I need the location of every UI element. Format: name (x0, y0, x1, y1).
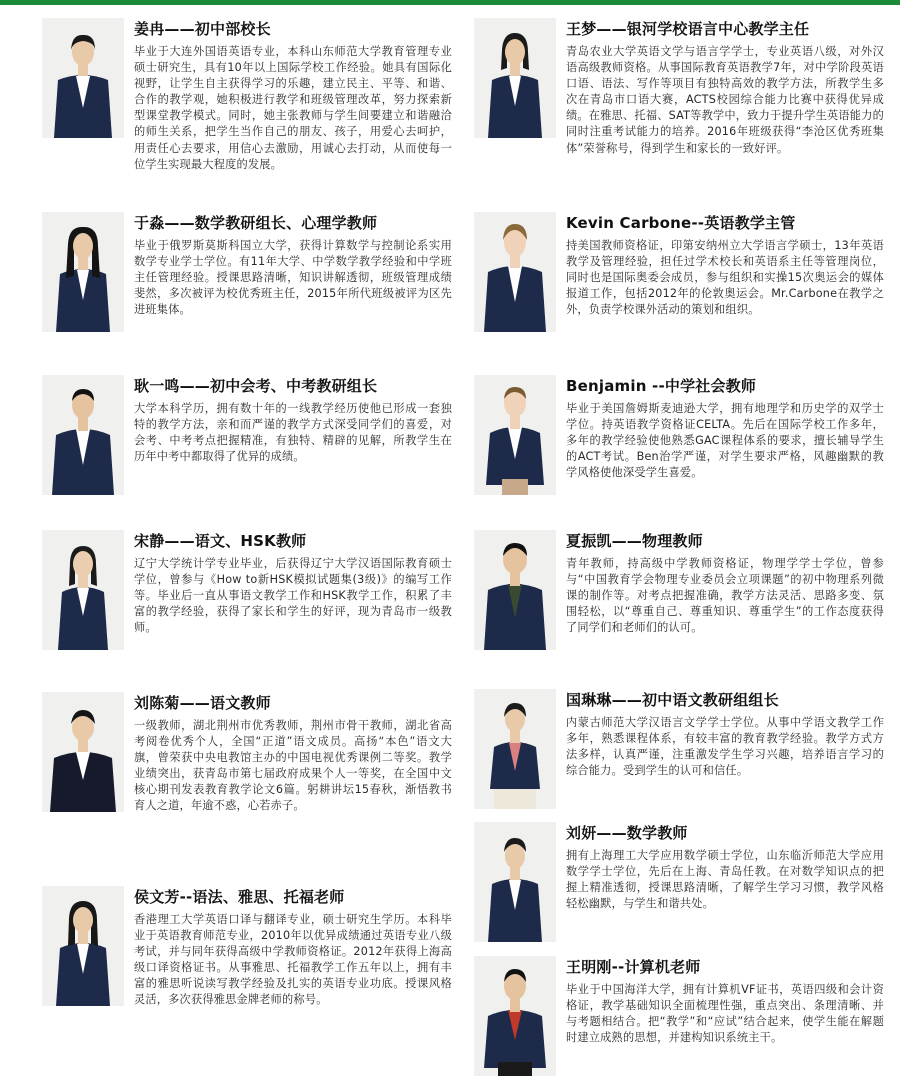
teacher-photo (474, 375, 556, 495)
portrait-icon (42, 886, 124, 1006)
teacher-photo (474, 530, 556, 650)
teacher-bio: 内蒙古师范大学汉语言文学学士学位。从事中学语文教学工作多年，熟悉课程体系，有较丰富的教育教学经验。教学方式方法多样，认真严谨，注重激发学生学习兴趣，培养语言学习的综合能力。受到学生的认可和信任。 (566, 716, 884, 778)
portrait-icon (42, 692, 124, 812)
portrait-icon (474, 822, 556, 942)
teacher-photo (474, 956, 556, 1076)
teacher-photo (42, 886, 124, 1006)
top-accent-bar (0, 0, 900, 5)
teacher-name: 侯文芳--语法、雅思、托福老师 (134, 888, 345, 906)
portrait-icon (474, 375, 556, 495)
teacher-name: 国琳琳——初中语文教研组组长 (566, 691, 779, 709)
portrait-icon (474, 530, 556, 650)
teacher-bio: 青年教师，持高级中学教师资格证，物理学学士学位，曾参与“中国教育学会物理专业委员会立项课题”的初中物理系列微课的制作等。对考点把握准确，教学方法灵活、思路多变、氛围轻松，以“尊重自己、尊重知识、尊重学生”的工作态度获得了同学们和老师们的认可。 (566, 557, 884, 635)
teacher-bio: 辽宁大学统计学专业毕业，后获得辽宁大学汉语国际教育硕士学位，曾参与《How to新HSK模拟试题集(3级)》的编写工作等。毕业后一直从事语文教学工作和HSK教学工作，积累了丰富的教学经验，获得了家长和学生的好评，现为青岛市一级教师。 (134, 557, 452, 635)
teacher-name: 耿一鸣——初中会考、中考教研组长 (134, 377, 378, 395)
teacher-photo (474, 689, 556, 809)
teacher-bio: 香港理工大学英语口译与翻译专业，硕士研究生学历。本科毕业于英语教育师范专业，2010年以优异成绩通过英语专业八级考试，并与同年获得高级中学教师资格证。2012年获得上海高级口译资格证书。从事雅思、托福教学工作五年以上，拥有丰富的雅思听说读写教学经验及扎实的英语专业功底。授课风格灵活，多次获得雅思金牌老师的称号。 (134, 913, 452, 1007)
teacher-name: Kevin Carbone--英语教学主管 (566, 214, 796, 232)
teacher-photo (42, 375, 124, 495)
portrait-icon (474, 18, 556, 138)
teacher-photo (474, 212, 556, 332)
teacher-name: 王梦——银河学校语言中心教学主任 (566, 20, 810, 38)
teacher-bio: 毕业于俄罗斯莫斯科国立大学，获得计算数学与控制论系实用数学专业学士学位。有11年大学、中学数学教学经验和中学班主任管理经验。授课思路清晰，知识讲解透彻，班级管理成绩斐然，多次被评为校优秀班主任，2015年所代班级被评为区先进班集体。 (134, 239, 452, 317)
teacher-photo (474, 822, 556, 942)
portrait-icon (42, 375, 124, 495)
teacher-name: 刘妍——数学教师 (566, 824, 688, 842)
teacher-photo (474, 18, 556, 138)
teacher-bio: 持美国教师资格证，印第安纳州立大学语言学硕士，13年英语教学及管理经验，担任过学术校长和英语系主任等管理岗位，同时也是国际奥委会成员，参与组织和实操15次奥运会的媒体报道工作，包括2012年的伦敦奥运会。Mr.Carbone在教学之外，负责学校课外活动的策划和组织。 (566, 239, 884, 317)
teacher-photo (42, 692, 124, 812)
teacher-name: 于淼——数学教研组长、心理学教师 (134, 214, 378, 232)
portrait-icon (474, 956, 556, 1076)
teacher-bio: 拥有上海理工大学应用数学硕士学位，山东临沂师范大学应用数学学士学位，先后在上海、青岛任教。在对数学知识点的把握上精准透彻，授课思路清晰，了解学生学习习惯，教学风格轻松幽默，与学生和谐共处。 (566, 849, 884, 911)
portrait-icon (42, 530, 124, 650)
teacher-bio: 大学本科学历，拥有数十年的一线教学经历使他已形成一套独特的教学方法，亲和而严谨的教学方式深受同学们的喜爱，对会考、中考考点把握精准，有独特、精辟的见解，所教学生在历年中考中都取得了优异的成绩。 (134, 402, 452, 464)
teacher-bio: 一级教师，湖北荆州市优秀教师，荆州市骨干教师，湖北省高考阅卷优秀个人，全国“正道”语文成员。高扬“本色”语文大旗，曾荣获中央电教馆主办的中国电视优秀课例二等奖。教学业绩突出，获青岛市第七届政府成果个人一等奖，在全国中文核心期刊发表教育教学论文6篇。躬耕讲坛15春秋，渐悟教书育人之道，年逾不惑，心若赤子。 (134, 719, 452, 813)
teacher-bio: 毕业于大连外国语英语专业，本科山东师范大学教育管理专业硕士研究生，具有10年以上国际学校工作经验。她具有国际化视野，让学生自主获得学习的乐趣，建立民主、平等、和谐、合作的教学观，她积极进行教学和班级管理改革，努力探索新型课堂教学模式。同时，她主张教师与学生间要建立和谐融洽的师生关系，把学生当作自己的朋友、孩子，用爱心去呵护，用责任心去要求，用信心去激励，用诚心去打动，从而使每一位学生实现最大程度的发展。 (134, 45, 452, 171)
teacher-bio: 青岛农业大学英语文学与语言学学士，专业英语八级，对外汉语高级教师资格。从事国际教育英语教学7年，对中学阶段英语口语、语法、写作等项目有独特高效的教学方法，所教学生多次在青岛市口语大赛，ACTS校园综合能力比赛中获得优异成绩。在雅思、托福、SAT等教学中，致力于提升学生英语能力的同时注重考试能力的培养。2016年班级获得“李沧区优秀班集体”荣誉称号，得到学生和家长的一致好评。 (566, 45, 884, 155)
portrait-icon (474, 689, 556, 809)
portrait-icon (42, 212, 124, 332)
teacher-name: 姜冉——初中部校长 (134, 20, 271, 38)
portrait-icon (42, 18, 124, 138)
portrait-icon (474, 212, 556, 332)
teacher-name: 王明刚--计算机老师 (566, 958, 701, 976)
teacher-bio: 毕业于美国詹姆斯麦迪逊大学，拥有地理学和历史学的双学士学位。持英语教学资格证CELTA。先后在国际学校工作多年，多年的教学经验使他熟悉GAC课程体系的要求，擅长辅导学生的ACT考试。Ben治学严谨，对学生要求严格，风趣幽默的教学风格使他深受学生喜爱。 (566, 402, 884, 480)
teacher-photo (42, 18, 124, 138)
teacher-name: Benjamin --中学社会教师 (566, 377, 757, 395)
teacher-name: 夏振凯——物理教师 (566, 532, 703, 550)
teacher-name: 宋静——语文、HSK教师 (134, 532, 307, 550)
teacher-photo (42, 212, 124, 332)
teacher-bio: 毕业于中国海洋大学，拥有计算机VF证书，英语四级和会计资格证，教学基础知识全面梳理性强，重点突出、条理清晰、并与考题相结合。把“教学”和“应试”结合起来，使学生能在解题时建立成熟的思想，并建构知识系统主干。 (566, 983, 884, 1045)
teacher-name: 刘陈菊——语文教师 (134, 694, 271, 712)
teacher-photo (42, 530, 124, 650)
